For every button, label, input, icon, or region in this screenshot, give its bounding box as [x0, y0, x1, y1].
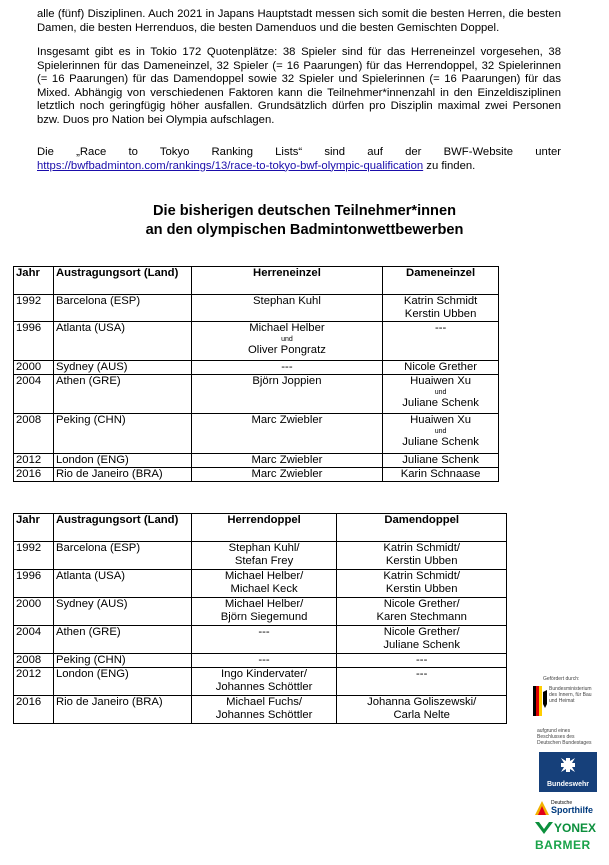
header-venue: Austragungsort (Land): [53, 267, 191, 295]
athlete-name: Oliver Pongratz: [248, 343, 326, 356]
men-cell: [191, 414, 382, 454]
athlete-name: Juliane Schenk: [383, 638, 460, 651]
athlete-name: Ingo Kindervater/: [221, 668, 308, 680]
venue-cell: London (ENG): [53, 454, 191, 468]
athlete-name: ---: [281, 361, 293, 373]
men-cell: [191, 468, 382, 482]
link-suffix-text: zu finden.: [423, 159, 476, 172]
table-row: [14, 361, 499, 375]
venue-cell: Barcelona (ESP): [53, 295, 191, 322]
men-cell: [191, 570, 337, 598]
athlete-name: Stefan Frey: [234, 554, 294, 567]
table-row: [14, 668, 507, 696]
section-heading: [0, 202, 609, 239]
athlete-name: Juliane Schenk: [402, 454, 479, 466]
und-label: und: [434, 388, 447, 396]
men-cell: [191, 454, 382, 468]
athlete-name: Michael Helber/: [224, 570, 304, 582]
intro-paragraph-1: alle (fünf) Disziplinen. Auch 2021 in Japans Hauptstadt messen sich somit die besten Herren, die besten Damen, die besten Herrenduos, die besten Damenduos und die besten Gemischten Doppel.: [37, 8, 561, 34]
table-row: [14, 295, 499, 322]
year-cell: 2012: [14, 454, 54, 468]
athlete-name: Kerstin Ubben: [385, 582, 458, 595]
heading-line-1: Die bisherigen deutschen Teilnehmer*innen: [152, 203, 457, 219]
men-cell: [191, 322, 382, 361]
sporthilfe-prefix: Deutsche: [551, 800, 573, 806]
table-row: [14, 375, 499, 414]
table-row: [14, 570, 507, 598]
venue-cell: Athen (GRE): [53, 626, 191, 654]
ministry-name: Bundesministerium des Innern, für Bau und Heimat: [549, 686, 592, 704]
athlete-name: Marc Zwiebler: [251, 468, 323, 480]
barmer-logo: BARMER: [535, 838, 591, 852]
year-cell: 1996: [14, 570, 54, 598]
women-cell: [383, 468, 499, 482]
athlete-name: Nicole Grether/: [383, 626, 460, 638]
women-cell: [337, 570, 507, 598]
athlete-name: Katrin Schmidt: [403, 295, 478, 307]
race-to-tokyo-text: Die „Race to Tokyo Ranking Lists“ sind auf der BWF-Website unter: [37, 146, 561, 158]
athlete-name: Michael Keck: [230, 582, 298, 595]
athlete-name: Björn Joppien: [252, 375, 322, 387]
table-row: [14, 696, 507, 724]
men-cell: [191, 295, 382, 322]
iron-cross-icon: [561, 758, 575, 772]
venue-cell: Peking (CHN): [53, 414, 191, 454]
header-men-singles: Herreneinzel: [191, 267, 382, 295]
athlete-name: Juliane Schenk: [402, 396, 479, 409]
year-cell: 2000: [14, 598, 54, 626]
header-year: Jahr: [14, 514, 54, 542]
athlete-name: Kerstin Ubben: [404, 307, 477, 320]
athlete-name: Michael Helber: [249, 322, 325, 334]
intro-paragraph-3: [37, 146, 561, 173]
athlete-name: Marc Zwiebler: [251, 454, 323, 466]
athlete-name: ---: [258, 626, 270, 638]
year-cell: 2016: [14, 468, 54, 482]
athlete-name: Michael Helber/: [224, 598, 304, 610]
women-cell: [337, 626, 507, 654]
year-cell: 2016: [14, 696, 54, 724]
men-cell: [191, 598, 337, 626]
venue-cell: Peking (CHN): [53, 654, 191, 668]
athlete-name: Björn Siegemund: [220, 610, 308, 623]
men-cell: [191, 542, 337, 570]
venue-cell: Atlanta (USA): [53, 322, 191, 361]
header-women-singles: Dameneinzel: [383, 267, 499, 295]
yonex-emblem-icon: [535, 822, 553, 834]
table-row: [14, 322, 499, 361]
athlete-name: ---: [434, 322, 447, 334]
year-cell: 1992: [14, 542, 54, 570]
venue-cell: Sydney (AUS): [53, 598, 191, 626]
athlete-name: Huaiwen Xu: [410, 375, 472, 387]
flame-icon: [535, 801, 549, 815]
yonex-wordmark: YONEX: [554, 821, 597, 835]
men-cell: [191, 654, 337, 668]
men-cell: [191, 668, 337, 696]
venue-cell: London (ENG): [53, 668, 191, 696]
year-cell: 1996: [14, 322, 54, 361]
women-cell: [337, 598, 507, 626]
table-header-row: [14, 267, 499, 295]
athlete-name: Huaiwen Xu: [410, 414, 472, 426]
venue-cell: Atlanta (USA): [53, 570, 191, 598]
bundeswehr-label: Bundeswehr: [546, 781, 589, 788]
bundeswehr-logo: [539, 752, 597, 792]
athlete-name: Johanna Goliszewski/: [367, 696, 477, 708]
table-row: [14, 626, 507, 654]
women-cell: [383, 361, 499, 375]
venue-cell: Athen (GRE): [53, 375, 191, 414]
athlete-name: Johannes Schöttler: [215, 680, 313, 693]
venue-cell: Rio de Janeiro (BRA): [53, 468, 191, 482]
sporthilfe-name: Sporthilfe: [551, 805, 593, 815]
und-label: und: [281, 335, 293, 343]
venue-cell: Rio de Janeiro (BRA): [53, 696, 191, 724]
sporthilfe-wordmark: [551, 800, 593, 815]
men-cell: [191, 696, 337, 724]
athlete-name: ---: [258, 654, 270, 666]
header-year: Jahr: [14, 267, 54, 295]
year-cell: 2012: [14, 668, 54, 696]
intro-paragraph-2: Insgesamt gibt es in Tokio 172 Quotenplätze: 38 Spieler sind für das Herreneinzel vorgesehen, 38 Spielerinnen für das Dameneinzel, 32 Spieler (= 16 Paarungen) für das Herrendoppel, 32 Spielerinnen (= 16 Paarungen) für das Damendoppel sowie 32 Spieler und Spielerinnen (= 16 Paarungen) für das Mixed. Abhängig von verschiedenen Faktoren kann die Teilnehmer*innenzahl in den Einzeldisziplinen letztlich noch geringfügig höher ausfallen. Grundsätzlich dürfen pro Disziplin maximal zwei Personen bzw. Duos pro Nation bei Olympia aufschlagen.: [37, 46, 561, 126]
singles-table: [13, 266, 499, 482]
athlete-name: Stephan Kuhl/: [228, 542, 300, 554]
und-label: und: [434, 427, 447, 435]
athlete-name: Karen Stechmann: [376, 610, 467, 623]
yonex-logo: [535, 821, 603, 835]
athlete-name: Kerstin Ubben: [385, 554, 458, 567]
women-cell: [383, 295, 499, 322]
athlete-name: Karin Schnaase: [400, 468, 481, 480]
sponsor-column: [533, 676, 603, 852]
men-cell: [191, 626, 337, 654]
women-cell: [337, 542, 507, 570]
table-row: [14, 542, 507, 570]
header-men-doubles: Herrendoppel: [191, 514, 337, 542]
doubles-table: [13, 513, 507, 724]
women-cell: [337, 696, 507, 724]
women-cell: [337, 654, 507, 668]
table-row: [14, 468, 499, 482]
athlete-name: Carla Nelte: [393, 708, 450, 721]
table-row: [14, 654, 507, 668]
ministry-logo: [533, 686, 603, 716]
women-cell: [383, 414, 499, 454]
men-cell: [191, 375, 382, 414]
women-cell: [337, 668, 507, 696]
sporthilfe-logo: [535, 800, 603, 815]
federal-eagle-icon: [533, 686, 547, 716]
athlete-name: Stephan Kuhl: [253, 295, 321, 307]
athlete-name: Nicole Grether: [404, 361, 477, 373]
table-row: [14, 414, 499, 454]
year-cell: 2004: [14, 626, 54, 654]
year-cell: 2008: [14, 654, 54, 668]
athlete-name: ---: [416, 654, 428, 666]
table-row: [14, 454, 499, 468]
year-cell: 2004: [14, 375, 54, 414]
athlete-name: Katrin Schmidt/: [383, 570, 460, 582]
athlete-name: Michael Fuchs/: [226, 696, 303, 708]
bwf-ranking-link[interactable]: https://bwfbadminton.com/rankings/13/race-to-tokyo-bwf-olympic-qualification: [37, 159, 424, 172]
women-cell: [383, 454, 499, 468]
venue-cell: Sydney (AUS): [53, 361, 191, 375]
athlete-name: Juliane Schenk: [402, 435, 479, 448]
men-cell: [191, 361, 382, 375]
header-venue: Austragungsort (Land): [53, 514, 191, 542]
funding-label: Gefördert durch:: [543, 676, 580, 682]
athlete-name: Katrin Schmidt/: [383, 542, 460, 554]
table-header-row: [14, 514, 507, 542]
athlete-name: ---: [416, 668, 428, 680]
women-cell: [383, 322, 499, 361]
year-cell: 2008: [14, 414, 54, 454]
athlete-name: Marc Zwiebler: [251, 414, 323, 426]
header-women-doubles: Damendoppel: [337, 514, 507, 542]
athlete-name: Johannes Schöttler: [215, 708, 313, 721]
year-cell: 1992: [14, 295, 54, 322]
bundestag-note: aufgrund eines Beschlusses des Deutschen Bundestages: [537, 728, 592, 746]
heading-line-2: an den olympischen Badmintonwettbewerben: [145, 221, 464, 238]
table-row: [14, 598, 507, 626]
athlete-name: Nicole Grether/: [383, 598, 460, 610]
year-cell: 2000: [14, 361, 54, 375]
women-cell: [383, 375, 499, 414]
venue-cell: Barcelona (ESP): [53, 542, 191, 570]
